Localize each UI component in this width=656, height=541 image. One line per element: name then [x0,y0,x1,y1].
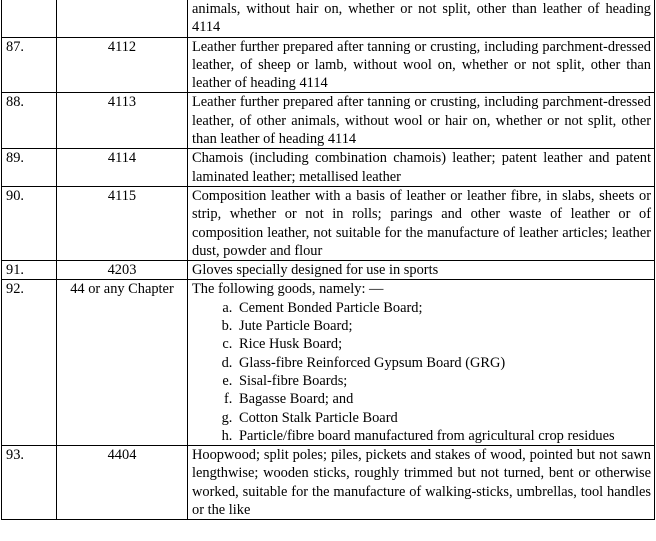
list-item: a. Cement Bonded Particle Board; [236,299,651,317]
list-item: e. Sisal-fibre Boards; [236,372,651,390]
tariff-code: 4115 [57,186,188,260]
goods-description [188,280,655,446]
serial-number: 91. [2,261,57,280]
goods-description: Gloves specially designed for use in sports [188,261,655,280]
serial-number: 87. [2,37,57,93]
list-item: h. Particle/fibre board manufactured from agricultural crop residues [236,427,651,445]
goods-description: animals, without hair on, whether or not split, other than leather of heading 4114 [188,0,655,37]
goods-description: Hoopwood; split poles; piles, pickets and stakes of wood, pointed but not sawn lengthwise; wooden sticks, roughly trimmed but not turned, bent or otherwise worked, suitable for the manufacture of walking-sticks, umbrellas, tool handles or the like [188,446,655,520]
goods-list-intro: The following goods, namely: — [192,281,384,298]
list-item: d. Glass-fibre Reinforced Gypsum Board (GRG) [236,354,651,372]
serial-number: 93. [2,446,57,520]
serial-number [2,0,57,37]
list-item: b. Jute Particle Board; [236,317,651,335]
goods-description: Chamois (including combination chamois) leather; patent leather and patent laminated leather; metallised leather [188,149,655,187]
serial-number: 88. [2,93,57,149]
table-row [2,261,655,280]
tariff-code: 4112 [57,37,188,93]
table-row [2,149,655,187]
list-item: g. Cotton Stalk Particle Board [236,409,651,427]
table-row [2,446,655,520]
tariff-code [57,0,188,37]
table-row [2,280,655,446]
table-row [2,186,655,260]
tariff-code: 44 or any Chapter [57,280,188,446]
table-row [2,93,655,149]
goods-description: Composition leather with a basis of leather or leather fibre, in slabs, sheets or strip, whether or not in rolls; parings and other waste of leather or of composition leather, not suitable for the manufacture of leather articles; leather dust, powder and flour [188,186,655,260]
serial-number: 90. [2,186,57,260]
goods-description: Leather further prepared after tanning or crusting, including parchment-dressed leather, of sheep or lamb, without wool on, whether or not split, other than leather of heading 4114 [188,37,655,93]
list-item: f. Bagasse Board; and [236,390,651,408]
tariff-code: 4114 [57,149,188,187]
tariff-table [1,0,655,520]
table-row [2,37,655,93]
tariff-code: 4203 [57,261,188,280]
tariff-code: 4113 [57,93,188,149]
tariff-table-page [1,0,655,520]
goods-list [192,299,651,445]
goods-description: Leather further prepared after tanning or crusting, including parchment-dressed leather, of other animals, without wool or hair on, whether or not split, other than leather of heading 4114 [188,93,655,149]
tariff-code: 4404 [57,446,188,520]
serial-number: 92. [2,280,57,446]
list-item: c. Rice Husk Board; [236,335,651,353]
serial-number: 89. [2,149,57,187]
table-row [2,0,655,37]
